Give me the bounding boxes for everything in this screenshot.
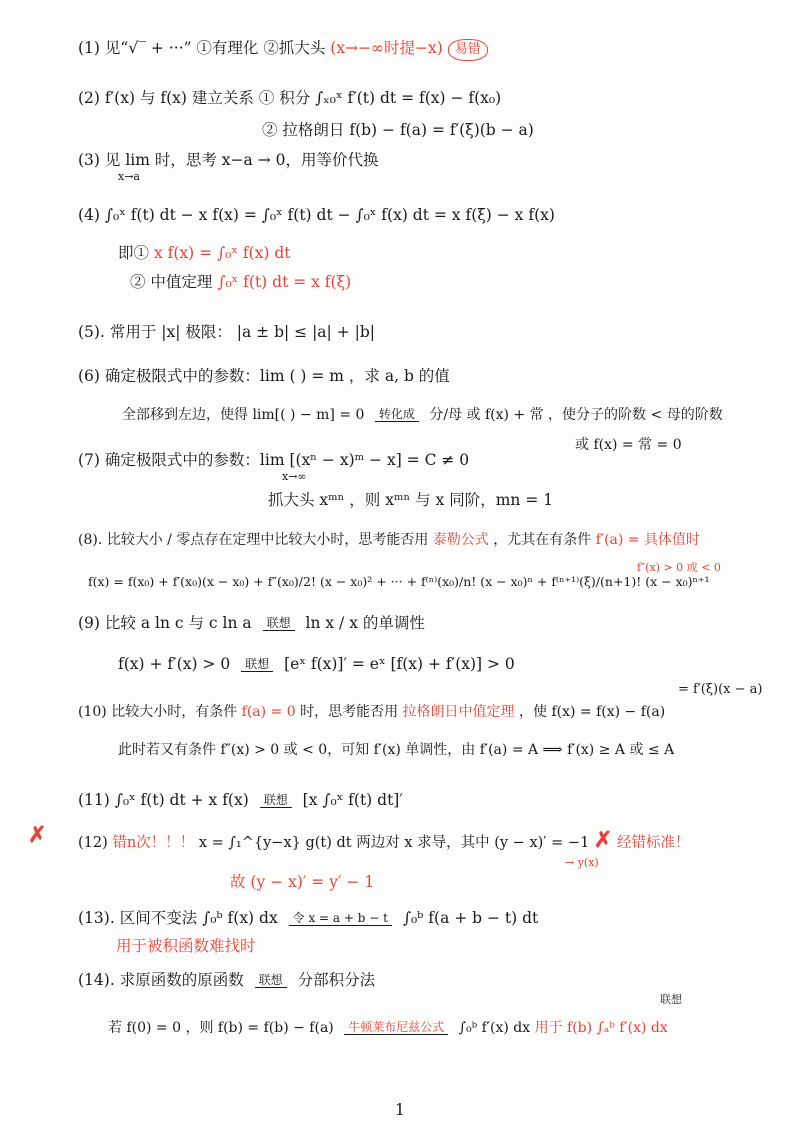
item-10-num: (10) (78, 704, 107, 720)
item-6-text: 确定极限式中的参数：lim ( ) = m ，求 a, b 的值 (104, 367, 450, 385)
item-9-arrow2: 联想 (241, 658, 273, 672)
item-8 (78, 530, 780, 550)
item-13-text: 区间不变法 ∫₀ᵇ f(x) dx (119, 909, 278, 927)
item-13-arrow: 令 x = a + b − t (289, 912, 392, 926)
item-1 (78, 38, 780, 61)
item-5-num: (5). (78, 323, 105, 341)
item-7-sub: x→∞ (282, 470, 307, 483)
item-14-num: (14). (78, 971, 115, 989)
item-6 (78, 366, 780, 386)
item-8-num: (8). (78, 532, 103, 548)
item-2-text: f′(x) 与 f(x) 建立关系 ① 积分 ∫ₓ₀ˣ f′(t) dt = f(x) − f(x₀) (104, 89, 502, 107)
item-10-text3: ，使 f(x) = f(x) − f(a) (519, 704, 666, 720)
item-14-text: 求原函数的原函数 (119, 971, 244, 989)
item-14-arrow2: 牛顿莱布尼兹公式 (344, 1021, 448, 1035)
item-1-red: (x→−∞时提−x) (330, 39, 443, 57)
item-6-line3: 或 f(x) = 常 = 0 (575, 437, 682, 453)
item-10-above: = f′(ξ)(x − a) (678, 682, 763, 697)
item-14 (78, 970, 780, 990)
item-8-red2: f′(a) = 具体值时 (595, 532, 700, 548)
item-8-text2: ，尤其在有条件 (493, 532, 592, 548)
item-4-text: ∫₀ˣ f(t) dt − x f(x) = ∫₀ˣ f(t) dt − ∫₀ˣ f(x) dt = x f(ξ) − x f(x) (104, 206, 555, 224)
item-12 (78, 827, 780, 853)
item-14-arrow: 联想 (255, 974, 287, 988)
item-14-line2-red: 用于 f(b) (534, 1020, 593, 1036)
item-13-after: ∫₀ᵇ f(a + b − t) dt (402, 909, 539, 927)
item-8-text: 比较大小 / 零点存在定理中比较大小时，思考能否用 (106, 532, 429, 548)
item-8-formula: f(x) = f(x₀) + f′(x₀)(x − x₀) + f″(x₀)/2! (x − x₀)² + ··· + f⁽ⁿ⁾(x₀)/n! (x − x₀)ⁿ + f⁽ⁿ⁺¹⁾(ξ)/(n+1)! (x − x₀)ⁿ⁺¹ (88, 574, 710, 589)
item-6-line2-after: 分/母 或 f(x) + 常 ，使分子的阶数 < 母的阶数 (429, 407, 723, 423)
item-4-line2 (118, 243, 290, 263)
item-11-arrow: 联想 (260, 794, 292, 808)
item-12-red: 错n次！！！ (112, 835, 195, 851)
item-4-line3-red: ∫₀ˣ f(t) dt = x f(ξ) (217, 273, 352, 291)
item-6-line2 (122, 405, 723, 425)
item-3-num: (3) (78, 151, 100, 169)
item-12-num: (12) (78, 835, 108, 851)
item-14-line2-text: 若 f(0) = 0 ，则 f(b) = f(b) − f(a) (108, 1020, 334, 1036)
item-7-num: (7) (78, 451, 100, 469)
item-8-formula-red: f″(x) > 0 或 < 0 (637, 561, 721, 574)
item-13-line2-red: 用于被积函数难找时 (116, 937, 256, 955)
item-4-line3 (130, 272, 351, 292)
item-10-red2: 拉格朗日中值定理 (402, 704, 515, 720)
item-14-after: 分部积分法 (297, 971, 376, 989)
item-10-text2: 时，思考能否用 (300, 704, 399, 720)
item-12-line2-red: 故 (y − x)′ = y′ − 1 (230, 873, 375, 891)
item-11-after: [x ∫₀ˣ f(t) dt]′ (302, 791, 403, 809)
item-7-text: 确定极限式中的参数：lim [(xⁿ − x)ᵐ − x] = C ≠ 0 (104, 451, 470, 469)
item-7 (78, 450, 780, 470)
item-4-line3-black: ② 中值定理 (130, 273, 213, 291)
item-13-num: (13). (78, 909, 115, 927)
item-14-line2 (108, 1018, 668, 1038)
item-14-line2-red2: ∫ₐᵇ f′(x) dx (596, 1020, 668, 1036)
item-3 (78, 150, 780, 170)
item-4-line2-red: x f(x) = ∫₀ˣ f(x) dt (153, 244, 291, 262)
item-1-text: 见“√‾ + ···” ①有理化 ②抓大头 (104, 39, 326, 57)
item-4 (78, 205, 780, 225)
item-6-line2-text: 全部移到左边，使得 lim[( ) − m] = 0 (122, 407, 365, 423)
item-9-line2-text: f(x) + f′(x) > 0 (118, 655, 231, 673)
item-11-text: ∫₀ˣ f(t) dt + x f(x) (114, 791, 249, 809)
item-12-redsub: → y(x) (565, 856, 599, 869)
item-4-num: (4) (78, 206, 100, 224)
item-9-line2 (118, 654, 515, 674)
item-9-text: 比较 a ln c 与 c ln a (104, 614, 252, 632)
item-10-text: 比较大小时，有条件 (111, 704, 238, 720)
item-11-num: (11) (78, 791, 110, 809)
item-2 (78, 88, 780, 108)
item-10-line2: 此时若又有条件 f″(x) > 0 或 < 0，可知 f′(x) 单调性，由 f′(a) = A ⟹ f′(x) ≥ A 或 ≤ A (118, 742, 675, 758)
item-6-num: (6) (78, 367, 100, 385)
page-number: 1 (394, 1100, 406, 1119)
item-12-text: x = ∫₁^{y−x} g(t) dt 两边对 x 求导，其中 (y − x)′ = −1 (198, 835, 590, 851)
item-11 (78, 790, 780, 810)
item-8-red1: 泰勒公式 (432, 532, 489, 548)
item-1-num: (1) (78, 39, 100, 57)
cross-icon-2: ✗ (593, 827, 613, 853)
item-9-after: ln x / x 的单调性 (305, 614, 425, 632)
item-13 (78, 908, 780, 928)
item-3-sub: x→a (118, 170, 140, 183)
item-14-line2-after: ∫₀ᵇ f′(x) dx (458, 1020, 531, 1036)
item-3-text: 见 lim 时，思考 x−a → 0，用等价代换 (104, 151, 379, 169)
item-10-red1: f(a) = 0 (241, 704, 296, 720)
item-4-line2-black: 即① (118, 244, 150, 262)
item-10 (78, 702, 780, 722)
item-6-arrow: 转化成 (375, 408, 419, 422)
item-7-line2: 抓大头 xᵐⁿ ，则 xᵐⁿ 与 x 同阶，mn = 1 (268, 491, 554, 509)
item-9 (78, 613, 780, 633)
cross-icon: ✗ (28, 822, 47, 848)
item-14-red-note: 联想 (660, 993, 682, 1006)
item-2-num: (2) (78, 89, 100, 107)
item-2-line2: ② 拉格朗日 f(b) − f(a) = f′(ξ)(b − a) (262, 121, 534, 139)
item-1-box: 易错 (448, 39, 488, 61)
item-12-red2: 经错标准！ (616, 835, 690, 851)
item-9-num: (9) (78, 614, 100, 632)
item-9-line2-after: [eˣ f(x)]′ = eˣ [f(x) + f′(x)] > 0 (284, 655, 515, 673)
item-5 (78, 322, 780, 342)
item-5-text: 常用于 |x| 极限： |a ± b| ≤ |a| + |b| (109, 323, 375, 341)
item-9-arrow: 联想 (263, 617, 295, 631)
